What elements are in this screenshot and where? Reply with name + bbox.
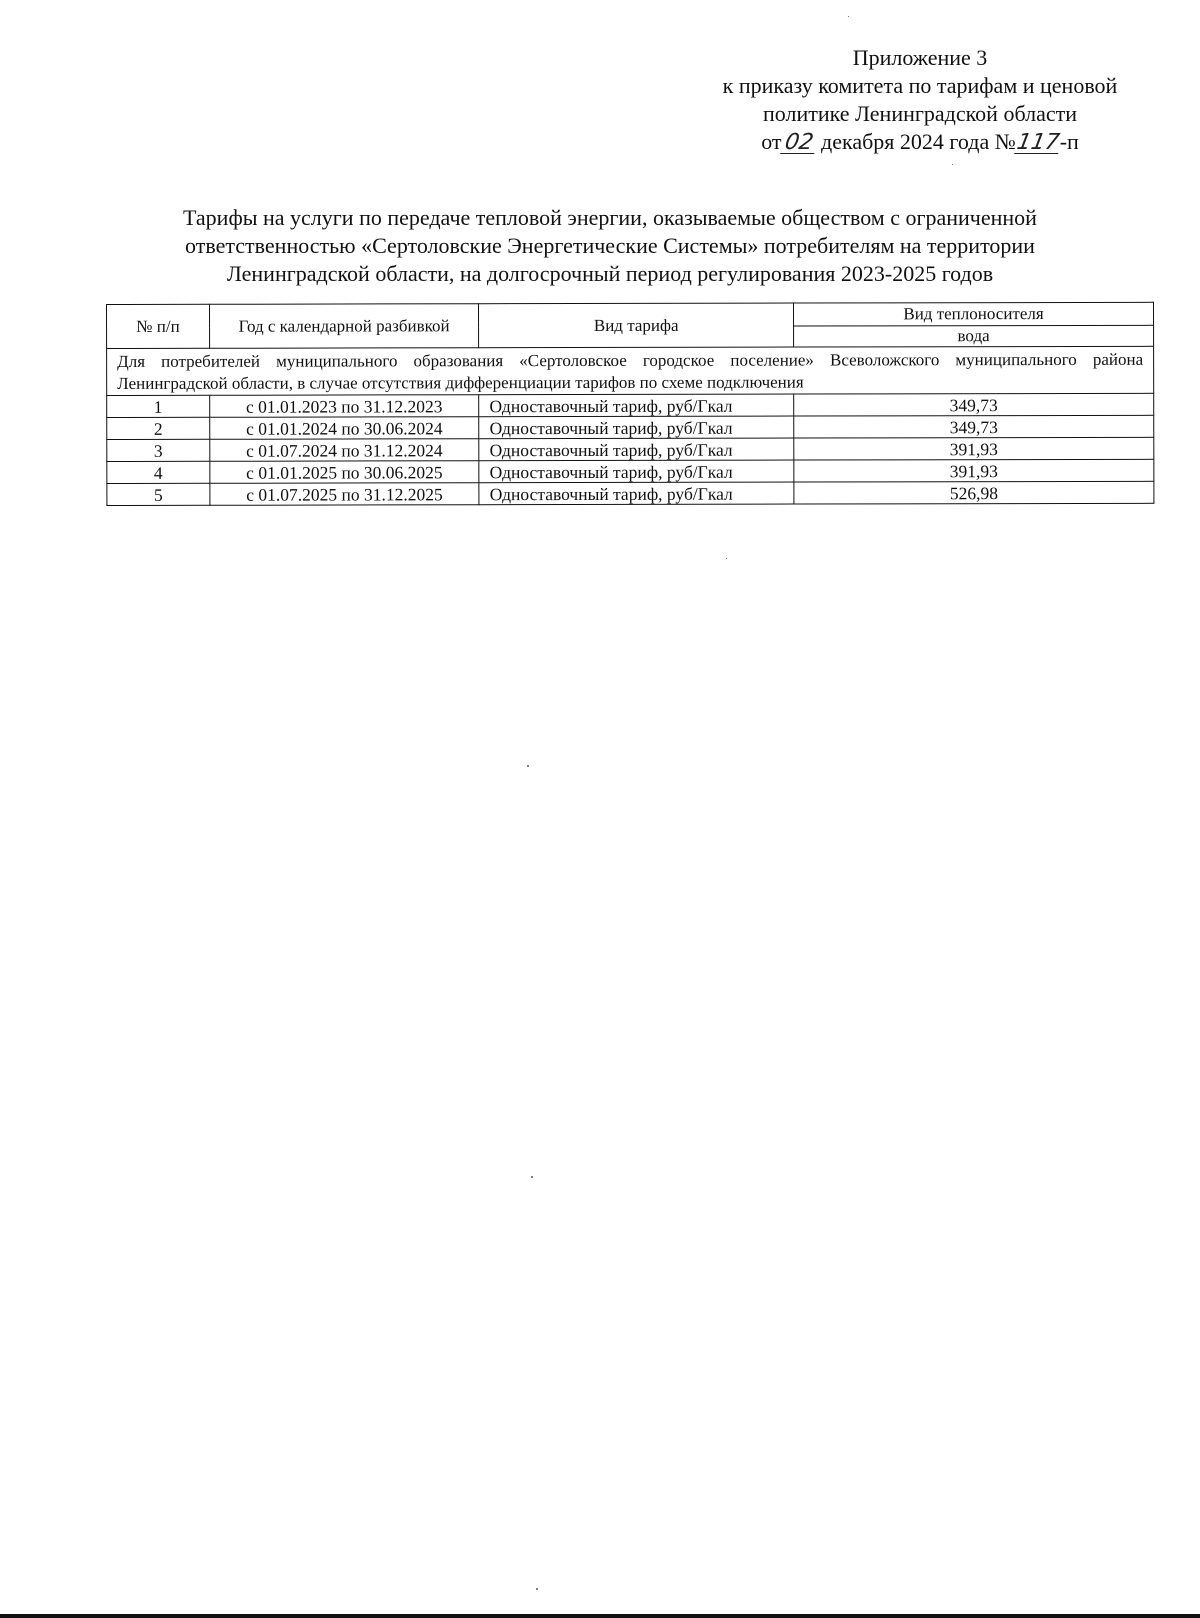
group-row bbox=[107, 346, 1154, 395]
row-num: 3 bbox=[107, 439, 210, 461]
appendix-date-number bbox=[620, 128, 1200, 156]
row-num: 5 bbox=[107, 483, 210, 505]
appendix-authority: политике Ленинградской области bbox=[762, 101, 1077, 126]
appendix-title: Приложение 3 bbox=[852, 45, 988, 70]
row-period: с 01.07.2024 по 31.12.2024 bbox=[210, 439, 479, 462]
table-row bbox=[107, 481, 1154, 505]
row-value: 349,73 bbox=[794, 393, 1154, 416]
scan-speck bbox=[531, 1176, 533, 1178]
row-period: с 01.01.2025 по 30.06.2025 bbox=[210, 461, 479, 484]
table-row bbox=[107, 437, 1154, 461]
appendix-month-year: декабря 2024 года № bbox=[821, 129, 1016, 154]
row-tariff-type: Одноставочный тариф, руб/Гкал bbox=[479, 394, 794, 417]
row-period: с 01.01.2024 по 30.06.2024 bbox=[210, 417, 479, 440]
header-period: Год с календарной разбивкой bbox=[209, 304, 479, 349]
row-tariff-type: Одноставочный тариф, руб/Гкал bbox=[479, 416, 794, 439]
row-value: 391,93 bbox=[794, 437, 1154, 460]
title-line-1: Тарифы на услуги по передаче тепловой энергии, оказываемые обществом с ограниченной bbox=[183, 205, 1037, 230]
appendix-header bbox=[620, 44, 1200, 156]
header-num: № п/п bbox=[107, 304, 210, 348]
row-value: 526,98 bbox=[794, 481, 1154, 504]
header-tariff-type: Вид тарифа bbox=[479, 303, 794, 348]
group-label: Для потребителей муниципального образования «Сертоловское городское поселение» Всеволожского муниципального района Ленинградской области, в случае отсутствия дифференциации тарифов по схеме подключения bbox=[107, 346, 1154, 395]
scan-speck bbox=[848, 16, 849, 17]
scan-speck bbox=[527, 765, 529, 767]
row-num: 4 bbox=[107, 461, 210, 483]
row-num: 1 bbox=[107, 395, 210, 417]
row-tariff-type: Одноставочный тариф, руб/Гкал bbox=[479, 482, 794, 505]
title-line-2: ответственностью «Сертоловские Энергетические Системы» потребителям на территории bbox=[185, 233, 1035, 258]
tariff-table bbox=[106, 302, 1154, 506]
row-value: 391,93 bbox=[794, 459, 1154, 482]
row-tariff-type: Одноставочный тариф, руб/Гкал bbox=[479, 460, 794, 483]
scan-speck bbox=[952, 164, 953, 165]
header-carrier-water: вода bbox=[794, 325, 1154, 347]
scan-speck bbox=[536, 1588, 538, 1590]
table-row bbox=[107, 415, 1154, 439]
row-value: 349,73 bbox=[794, 415, 1154, 438]
appendix-suffix: -п bbox=[1059, 129, 1079, 154]
row-period: с 01.01.2023 по 31.12.2023 bbox=[210, 395, 479, 418]
row-period: с 01.07.2025 по 31.12.2025 bbox=[210, 483, 479, 506]
row-num: 2 bbox=[107, 417, 210, 439]
scan-bottom-edge bbox=[0, 1614, 1200, 1618]
table-row bbox=[107, 393, 1154, 417]
document-title bbox=[110, 204, 1110, 288]
row-tariff-type: Одноставочный тариф, руб/Гкал bbox=[479, 438, 794, 461]
appendix-prefix: от bbox=[761, 129, 782, 154]
handwritten-day: 02 bbox=[780, 133, 818, 154]
table-row bbox=[107, 459, 1154, 483]
appendix-order-ref: к приказу комитета по тарифам и ценовой bbox=[722, 73, 1118, 98]
scan-speck bbox=[726, 558, 727, 559]
handwritten-number: 117 bbox=[1014, 130, 1062, 155]
title-line-3: Ленинградской области, на долгосрочный период регулирования 2023-2025 годов bbox=[226, 261, 994, 286]
header-carrier: Вид теплоносителя bbox=[793, 302, 1153, 326]
